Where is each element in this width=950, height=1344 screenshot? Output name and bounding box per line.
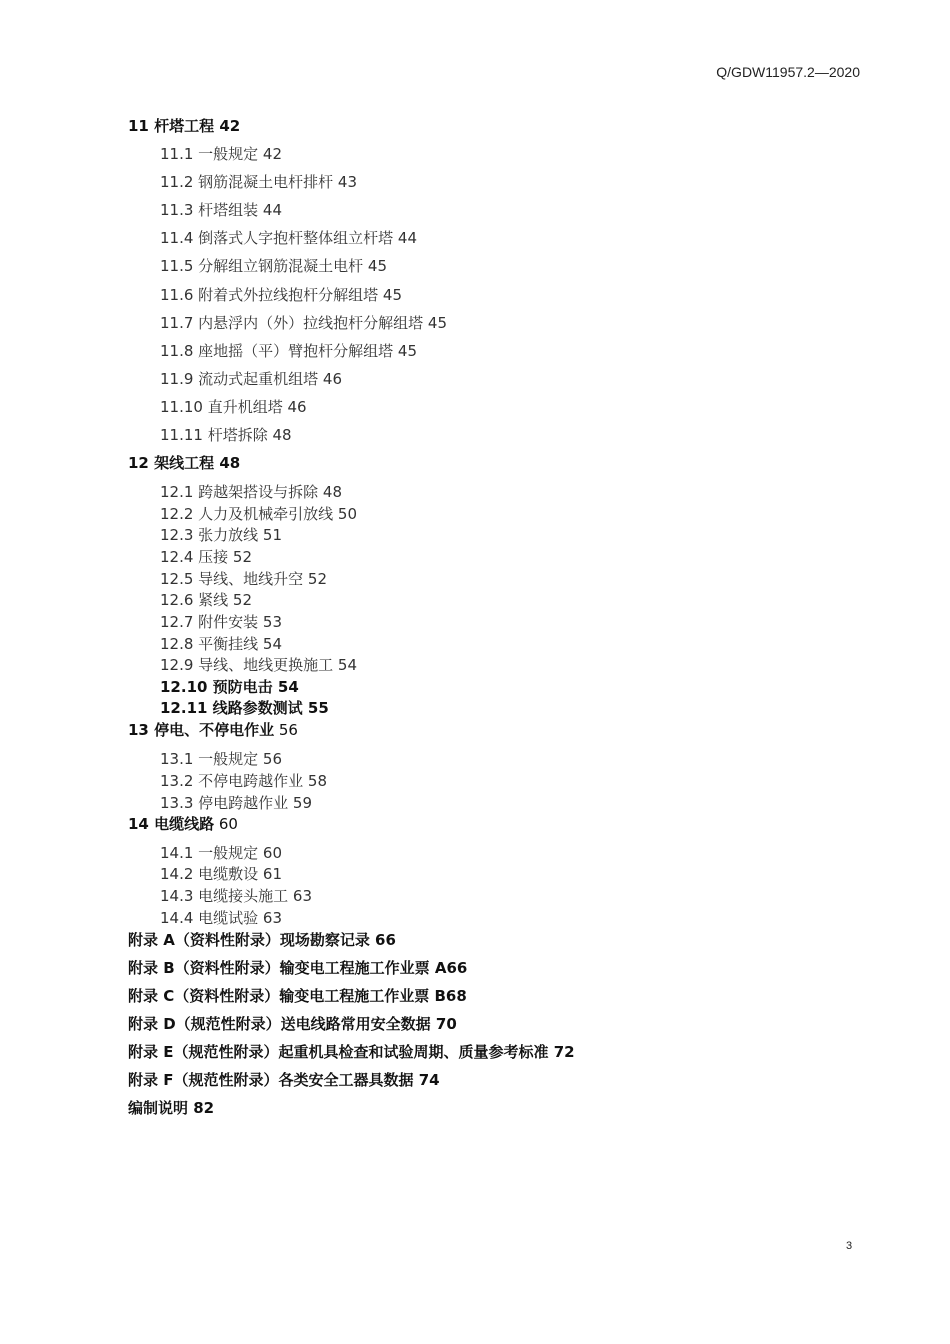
toc-chapter-13-title: 13 停电、不停电作业 [128, 721, 275, 739]
toc-item-13-2[interactable]: 13.2 不停电跨越作业 58 [160, 772, 328, 790]
toc-item-11-8[interactable]: 11.8 座地摇（平）臂抱杆分解组塔 45 [160, 342, 418, 360]
toc-item-14-1[interactable]: 14.1 一般规定 60 [160, 844, 283, 862]
toc-chapter-13-page: 56 [274, 721, 298, 739]
toc-chapter-12[interactable]: 12 架线工程 48 [128, 454, 241, 472]
toc-item-11-6[interactable]: 11.6 附着式外拉线抱杆分解组塔 45 [160, 286, 403, 304]
toc-item-11-4[interactable]: 11.4 倒落式人字抱杆整体组立杆塔 44 [160, 229, 418, 247]
toc-item-12-4[interactable]: 12.4 压接 52 [160, 548, 253, 566]
toc-chapter-14[interactable] [128, 814, 238, 834]
toc-item-12-2[interactable]: 12.2 人力及机械牵引放线 50 [160, 505, 358, 523]
document-code: Q/GDW11957.2—2020 [716, 64, 860, 80]
toc-appendix-e[interactable]: 附录 E（规范性附录）起重机具检查和试验周期、质量参考标准 72 [128, 1043, 575, 1061]
toc-chapter-11[interactable]: 11 杆塔工程 42 [128, 117, 241, 135]
toc-item-12-5[interactable]: 12.5 导线、地线升空 52 [160, 570, 328, 588]
toc-appendix-d[interactable]: 附录 D（规范性附录）送电线路常用安全数据 70 [128, 1015, 457, 1033]
toc-item-12-8[interactable]: 12.8 平衡挂线 54 [160, 635, 283, 653]
toc-chapter-13[interactable] [128, 720, 298, 740]
toc-item-12-6[interactable]: 12.6 紧线 52 [160, 591, 253, 609]
toc-appendix-b[interactable]: 附录 B（资料性附录）输变电工程施工作业票 A66 [128, 959, 468, 977]
toc-item-13-3[interactable]: 13.3 停电跨越作业 59 [160, 794, 313, 812]
toc-item-12-7[interactable]: 12.7 附件安装 53 [160, 613, 283, 631]
page-number: 3 [846, 1240, 853, 1252]
toc-item-14-3[interactable]: 14.3 电缆接头施工 63 [160, 887, 313, 905]
toc-item-11-3[interactable]: 11.3 杆塔组装 44 [160, 201, 283, 219]
toc-appendix-f[interactable]: 附录 F（规范性附录）各类安全工器具数据 74 [128, 1071, 440, 1089]
toc-item-11-10[interactable]: 11.10 直升机组塔 46 [160, 398, 307, 416]
toc-item-11-11[interactable]: 11.11 杆塔拆除 48 [160, 426, 292, 444]
toc-item-11-2[interactable]: 11.2 钢筋混凝土电杆排杆 43 [160, 173, 358, 191]
toc-chapter-14-title: 14 电缆线路 [128, 815, 215, 833]
toc-item-12-11[interactable]: 12.11 线路参数测试 55 [160, 699, 329, 717]
toc-compilation-notes[interactable]: 编制说明 82 [128, 1099, 215, 1117]
toc-item-12-9[interactable]: 12.9 导线、地线更换施工 54 [160, 656, 358, 674]
toc-item-12-10[interactable]: 12.10 预防电击 54 [160, 678, 299, 696]
toc-appendix-c[interactable]: 附录 C（资料性附录）输变电工程施工作业票 B68 [128, 987, 467, 1005]
toc-appendix-a[interactable]: 附录 A（资料性附录）现场勘察记录 66 [128, 931, 396, 949]
toc-item-12-1[interactable]: 12.1 跨越架搭设与拆除 48 [160, 483, 343, 501]
toc-item-11-7[interactable]: 11.7 内悬浮内（外）拉线抱杆分解组塔 45 [160, 314, 448, 332]
toc-item-11-5[interactable]: 11.5 分解组立钢筋混凝土电杆 45 [160, 257, 388, 275]
toc-chapter-14-page: 60 [214, 815, 238, 833]
toc-item-14-2[interactable]: 14.2 电缆敷设 61 [160, 865, 283, 883]
toc-item-13-1[interactable]: 13.1 一般规定 56 [160, 750, 283, 768]
toc-item-14-4[interactable]: 14.4 电缆试验 63 [160, 909, 283, 927]
toc-item-12-3[interactable]: 12.3 张力放线 51 [160, 526, 283, 544]
toc-item-11-9[interactable]: 11.9 流动式起重机组塔 46 [160, 370, 343, 388]
toc-item-11-1[interactable]: 11.1 一般规定 42 [160, 145, 283, 163]
